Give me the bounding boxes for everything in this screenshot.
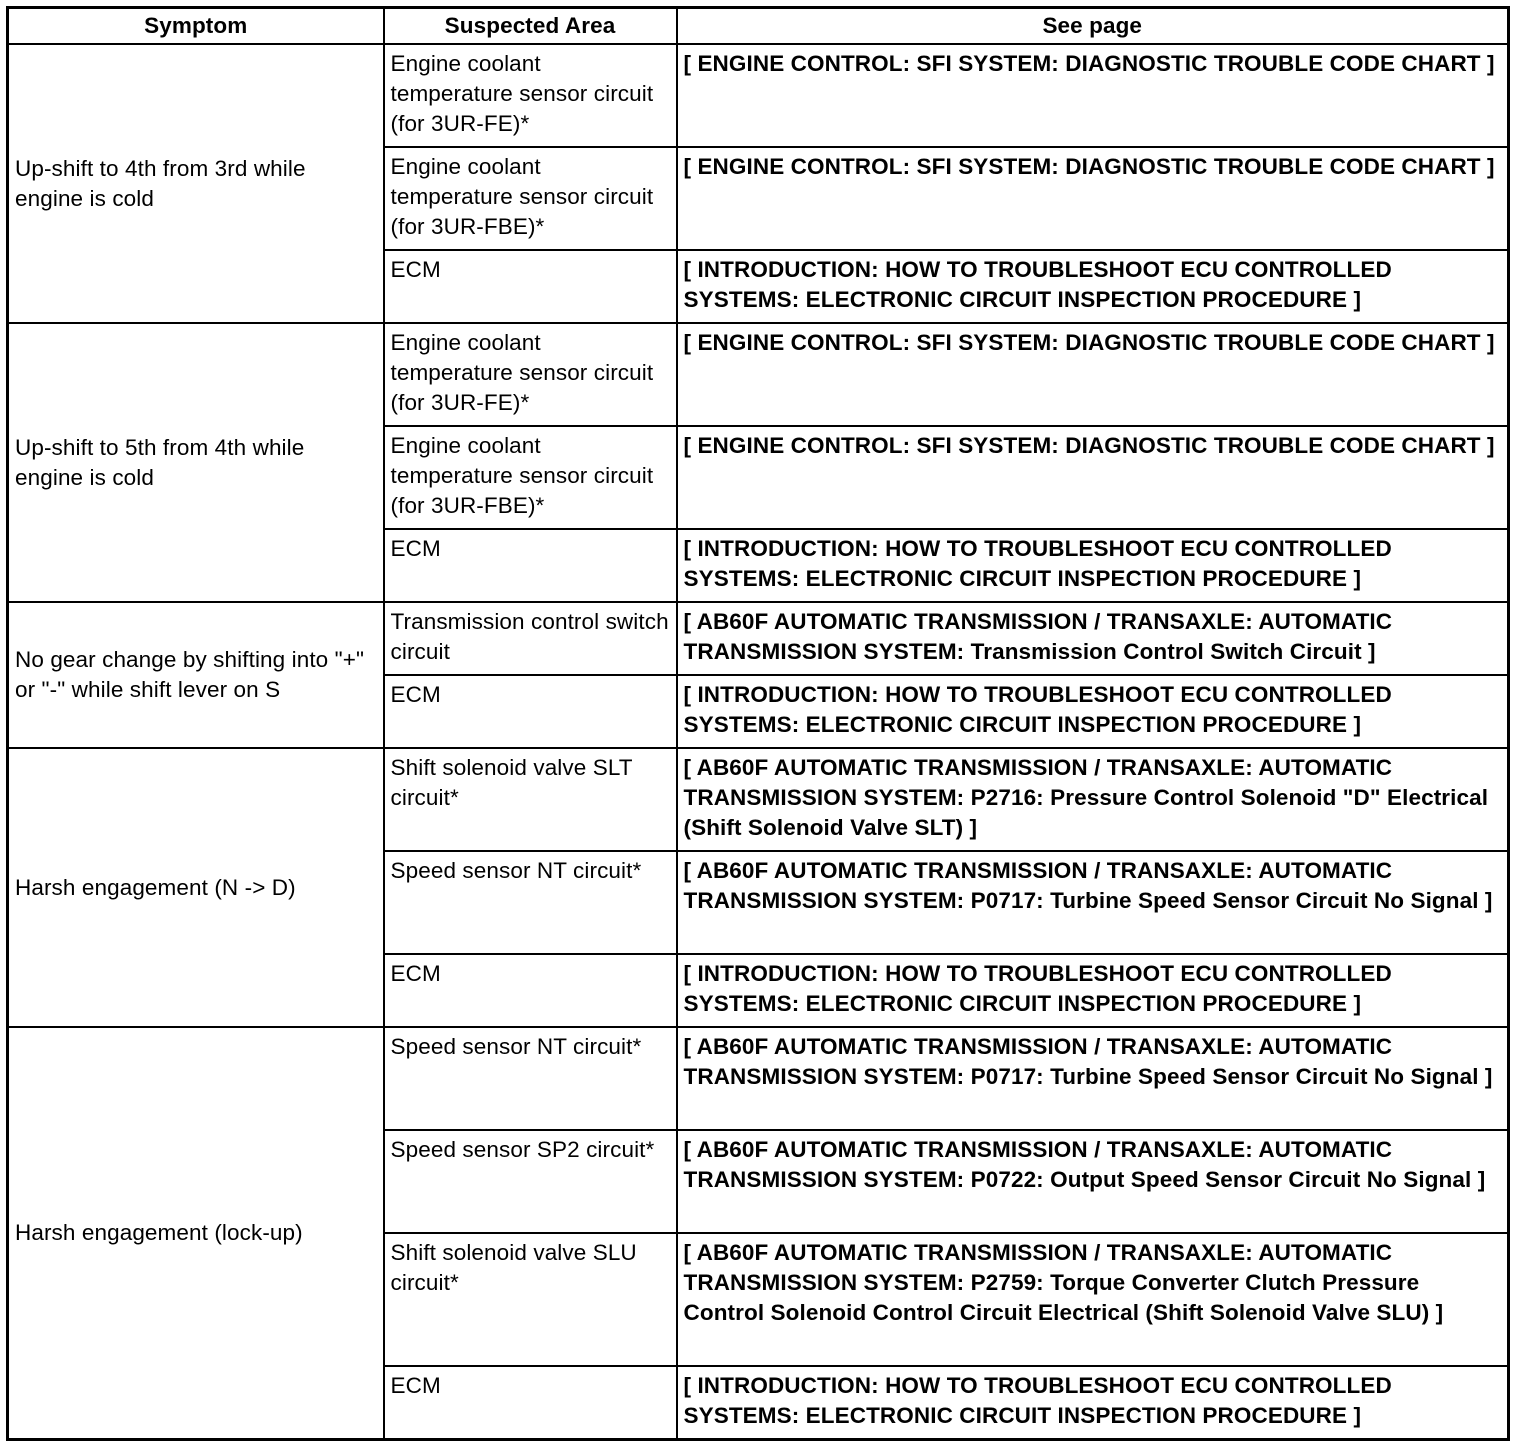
suspected-area-cell: Speed sensor NT circuit* xyxy=(384,1027,677,1130)
header-suspected-area: Suspected Area xyxy=(384,8,677,45)
see-page-cell: [ AB60F AUTOMATIC TRANSMISSION / TRANSAXLE: AUTOMATIC TRANSMISSION SYSTEM: Transmission Control Switch Circuit ] xyxy=(677,602,1509,675)
symptom-cell: Harsh engagement (N -> D) xyxy=(8,748,384,1027)
see-page-cell: [ INTRODUCTION: HOW TO TROUBLESHOOT ECU CONTROLLED SYSTEMS: ELECTRONIC CIRCUIT INSPECTION PROCEDURE ] xyxy=(677,529,1509,602)
see-page-cell: [ AB60F AUTOMATIC TRANSMISSION / TRANSAXLE: AUTOMATIC TRANSMISSION SYSTEM: P0717: Turbine Speed Sensor Circuit No Signal ] xyxy=(677,1027,1509,1130)
suspected-area-cell: Speed sensor NT circuit* xyxy=(384,851,677,954)
suspected-area-cell: Shift solenoid valve SLT circuit* xyxy=(384,748,677,851)
see-page-cell: [ ENGINE CONTROL: SFI SYSTEM: DIAGNOSTIC TROUBLE CODE CHART ] xyxy=(677,147,1509,250)
see-page-cell: [ ENGINE CONTROL: SFI SYSTEM: DIAGNOSTIC TROUBLE CODE CHART ] xyxy=(677,426,1509,529)
suspected-area-cell: Speed sensor SP2 circuit* xyxy=(384,1130,677,1233)
suspected-area-cell: Engine coolant temperature sensor circuit (for 3UR-FE)* xyxy=(384,323,677,426)
see-page-cell: [ AB60F AUTOMATIC TRANSMISSION / TRANSAXLE: AUTOMATIC TRANSMISSION SYSTEM: P0722: Output Speed Sensor Circuit No Signal ] xyxy=(677,1130,1509,1233)
suspected-area-cell: ECM xyxy=(384,250,677,323)
suspected-area-cell: Transmission control switch circuit xyxy=(384,602,677,675)
table-row xyxy=(8,323,1509,426)
suspected-area-cell: ECM xyxy=(384,529,677,602)
suspected-area-cell: ECM xyxy=(384,675,677,748)
symptom-cell: Up-shift to 5th from 4th while engine is cold xyxy=(8,323,384,602)
suspected-area-cell: ECM xyxy=(384,954,677,1027)
header-see-page: See page xyxy=(677,8,1509,45)
see-page-cell: [ AB60F AUTOMATIC TRANSMISSION / TRANSAXLE: AUTOMATIC TRANSMISSION SYSTEM: P2759: Torque Converter Clutch Pressure Control Solenoid Control Circuit Electrical (Shift Solenoid Valve SLU) ] xyxy=(677,1233,1509,1366)
suspected-area-cell: Engine coolant temperature sensor circuit (for 3UR-FBE)* xyxy=(384,147,677,250)
suspected-area-cell: Shift solenoid valve SLU circuit* xyxy=(384,1233,677,1366)
header-row xyxy=(8,8,1509,45)
see-page-cell: [ ENGINE CONTROL: SFI SYSTEM: DIAGNOSTIC TROUBLE CODE CHART ] xyxy=(677,323,1509,426)
suspected-area-cell: Engine coolant temperature sensor circuit (for 3UR-FBE)* xyxy=(384,426,677,529)
see-page-cell: [ INTRODUCTION: HOW TO TROUBLESHOOT ECU CONTROLLED SYSTEMS: ELECTRONIC CIRCUIT INSPECTION PROCEDURE ] xyxy=(677,1366,1509,1440)
suspected-area-cell: Engine coolant temperature sensor circuit (for 3UR-FE)* xyxy=(384,44,677,147)
table-row xyxy=(8,602,1509,675)
table-row xyxy=(8,1027,1509,1130)
troubleshooting-table xyxy=(6,6,1510,1441)
see-page-cell: [ AB60F AUTOMATIC TRANSMISSION / TRANSAXLE: AUTOMATIC TRANSMISSION SYSTEM: P2716: Pressure Control Solenoid "D" Electrical (Shift Solenoid Valve SLT) ] xyxy=(677,748,1509,851)
table-row xyxy=(8,44,1509,147)
symptom-cell: Up-shift to 4th from 3rd while engine is cold xyxy=(8,44,384,323)
see-page-cell: [ INTRODUCTION: HOW TO TROUBLESHOOT ECU CONTROLLED SYSTEMS: ELECTRONIC CIRCUIT INSPECTION PROCEDURE ] xyxy=(677,675,1509,748)
see-page-cell: [ ENGINE CONTROL: SFI SYSTEM: DIAGNOSTIC TROUBLE CODE CHART ] xyxy=(677,44,1509,147)
see-page-cell: [ INTRODUCTION: HOW TO TROUBLESHOOT ECU CONTROLLED SYSTEMS: ELECTRONIC CIRCUIT INSPECTION PROCEDURE ] xyxy=(677,250,1509,323)
see-page-cell: [ AB60F AUTOMATIC TRANSMISSION / TRANSAXLE: AUTOMATIC TRANSMISSION SYSTEM: P0717: Turbine Speed Sensor Circuit No Signal ] xyxy=(677,851,1509,954)
see-page-cell: [ INTRODUCTION: HOW TO TROUBLESHOOT ECU CONTROLLED SYSTEMS: ELECTRONIC CIRCUIT INSPECTION PROCEDURE ] xyxy=(677,954,1509,1027)
table-row xyxy=(8,748,1509,851)
header-symptom: Symptom xyxy=(8,8,384,45)
symptom-cell: Harsh engagement (lock-up) xyxy=(8,1027,384,1440)
symptom-cell: No gear change by shifting into "+" or "-" while shift lever on S xyxy=(8,602,384,748)
suspected-area-cell: ECM xyxy=(384,1366,677,1440)
